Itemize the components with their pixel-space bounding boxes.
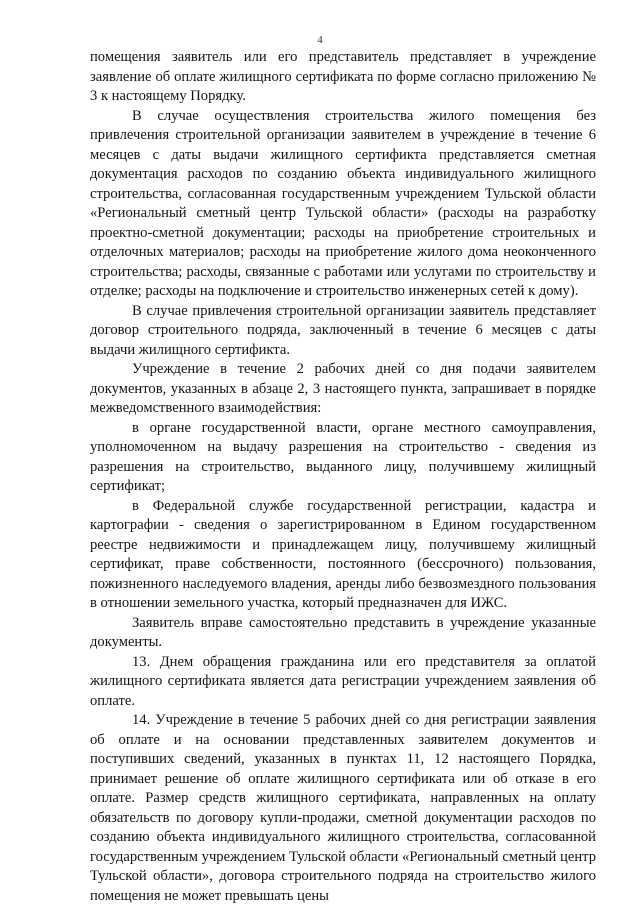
- paragraph: В случае привлечения строительной организации заявитель представляет договор строительного подряда, заключенный в течение 6 месяцев с даты выдачи жилищного сертификта.: [90, 302, 596, 358]
- paragraph: Заявитель вправе самостоятельно представить в учреждение указанные документы.: [90, 614, 596, 650]
- paragraph-item-13: 13. Днем обращения гражданина или его представителя за оплатой жилищного сертификата является дата регистрации учреждением заявления об оплате.: [90, 653, 596, 709]
- paragraph: Учреждение в течение 2 рабочих дней со дня подачи заявителем документов, указанных в абзаце 2, 3 настоящего пункта, запрашивает в порядке межведомственного взаимодействия:: [90, 361, 596, 416]
- page-number: 4: [317, 34, 323, 46]
- paragraph-continuation: помещения заявитель или его представитель представляет в учреждение заявление об оплате жилищного сертификата по форме согласно приложению № 3 к настоящему Порядку.: [90, 49, 596, 104]
- paragraph: в органе государственной власти, органе местного самоуправления, уполномоченном на выдачу разрешения на строительство - сведения из разрешения на строительство, выданного лицу, получившему жилищный сертификат;: [90, 419, 596, 494]
- document-body: [90, 48, 596, 906]
- paragraph: В случае осуществления строительства жилого помещения без привлечения строительной организации заявителем в учреждение в течение 6 месяцев с даты выдачи жилищного сертификта представляется сметная документация расходов по созданию объекта индивидуального жилищного строительства, согласованная государственным учреждением Тульской области «Региональный сметный центр Тульской области» (расходы на разработку проектно-сметной документации; расходы на приобретение строительных и отделочных материалов; расходы на приобретение жилого дома неоконченного строительства; расходы, связанные с работами или услугами по строительству и отделке; расходы на подключение и строительство инженерных сетей к дому).: [90, 107, 596, 299]
- paragraph: в Федеральной службе государственной регистрации, кадастра и картографии - сведения о зарегистрированном в Едином государственном реестре недвижимости и принадлежащем лицу, получившему жилищный сертификат, праве собственности, постоянного (бессрочного) пользования, пожизненного наследуемого владения, аренды либо безвозмездного пользования в отношении земельного участка, который предназначен для ИЖС.: [90, 497, 596, 611]
- paragraph-item-14: 14. Учреждение в течение 5 рабочих дней со дня регистрации заявления об оплате и на основании представленных заявителем документов и поступивших сведений, указанных в пунктах 11, 12 настоящего Порядка, принимает решение об оплате жилищного сертификата или об отказе в его оплате. Размер средств жилищного сертификата, направленных на оплату обязательств по договору купли-продажи, сметной документации расходов по созданию объекта индивидуального жилищного строительства, согласованной государственным учреждением Тульской области «Региональный сметный центр Тульской области», договора строительного подряда на строительство жилого помещения не может превышать цены: [90, 712, 596, 904]
